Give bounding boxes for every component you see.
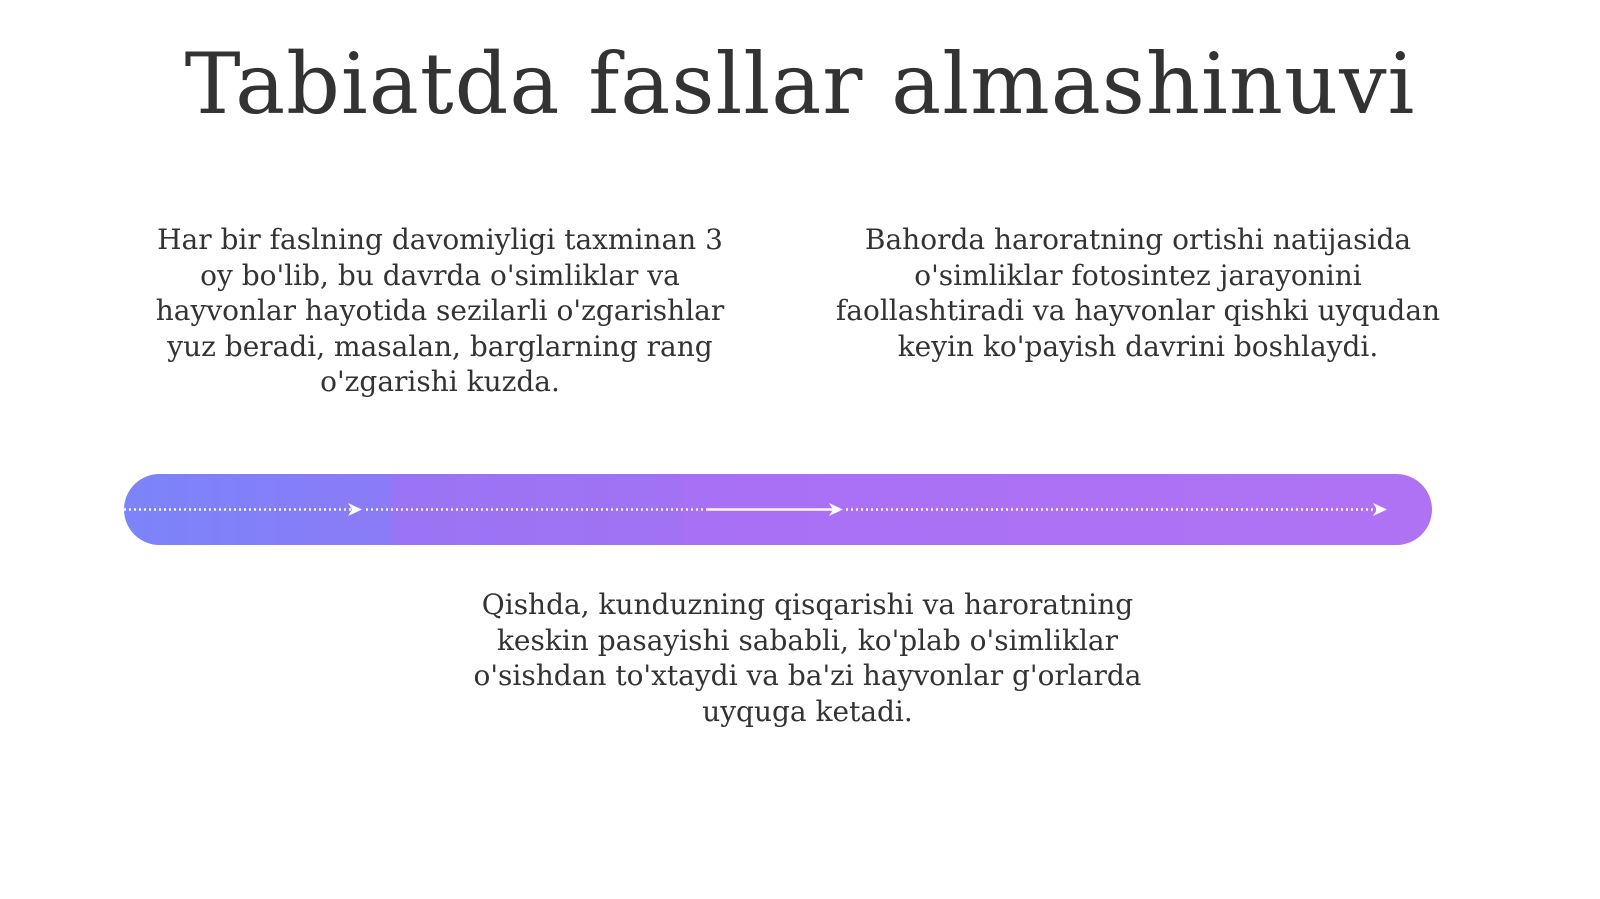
page-title: Tabiatda fasllar almashinuvi xyxy=(184,35,1416,133)
timeline-bar xyxy=(124,474,1432,545)
text-block-right: Bahorda haroratning ortishi natijasida o'simliklar fotosintez jarayonini faollashtiradi va hayvonlar qishki uyqudan keyin ko'payish davrini boshlaydi. xyxy=(835,223,1441,363)
text-block-bottom: Qishda, kunduzning qisqarishi va haroratning keskin pasayishi sababli, ko'plab o'simliklar o'sishdan to'xtaydi va ba'zi hayvonlar g'orlarda uyquga ketadi. xyxy=(473,588,1142,728)
text-block-left: Har bir faslning davomiyligi taxminan 3 oy bo'lib, bu davrda o'simliklar va hayvonlar hayotida sezilarli o'zgarishlar yuz beradi, masalan, barglarning rang o'zgarishi kuzda. xyxy=(155,223,725,398)
